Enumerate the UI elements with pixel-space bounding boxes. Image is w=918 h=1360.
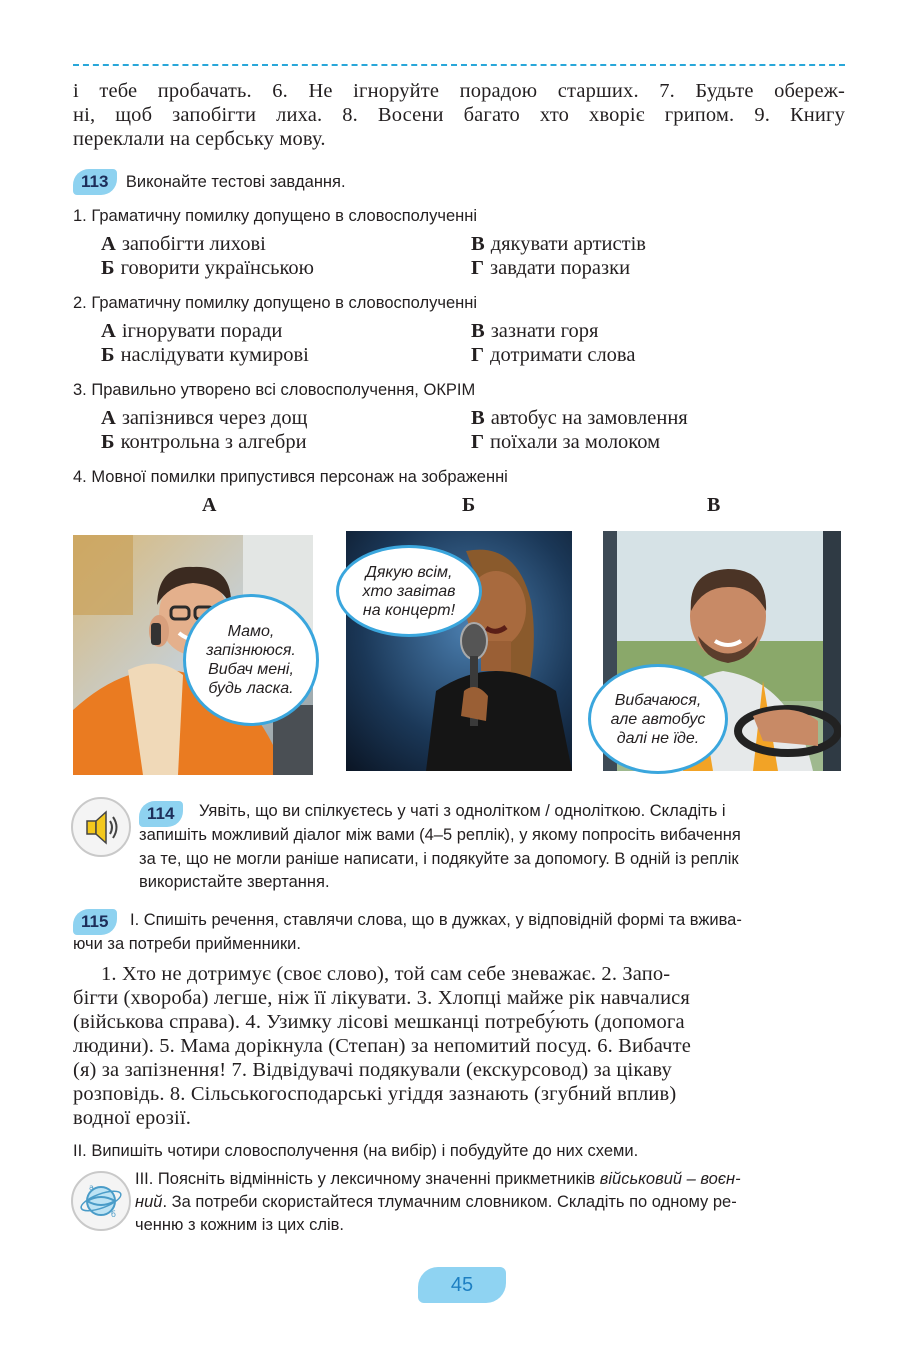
speech-a-line-1: Мамо,: [227, 623, 275, 640]
q2-option-v: В зазнати горя: [471, 320, 599, 342]
speech-b-line-3: на концерт!: [362, 601, 456, 619]
ex115-part3-line-2: ний. За потреби скористайтеся тлумачним словником. Складіть по одному ре-: [135, 1193, 737, 1211]
sentence-line-5: (я) за запізнення! 7. Відвідувачі подякували (екскурсовод) за цікаву: [73, 1059, 672, 1081]
sentence-line-2: бігти (хвороба) легше, ніж її лікувати. 3. Хлопці майже рік навчалися: [73, 987, 691, 1009]
question-3: 3. Правильно утворено всі словосполучення, ОКРІМ: [73, 381, 476, 399]
q3-option-a: А запізнився через дощ: [101, 407, 308, 429]
q2-option-h: Г дотримати слова: [471, 344, 636, 366]
exercise-113-header: [73, 169, 346, 195]
speech-bubble-b: [336, 545, 482, 637]
q3-option-v: В автобус на замовлення: [471, 407, 688, 429]
ex115-part2: II. Випишіть чотири словосполучення (на вибір) і побудуйте до них схеми.: [73, 1142, 639, 1160]
sentence-line-7: водної ерозії.: [73, 1107, 191, 1129]
exercise-number-badge: 115: [73, 909, 117, 935]
speech-v-line-2: але автобус: [610, 710, 706, 728]
dictionary-icon: [71, 1171, 131, 1231]
q1-option-v: В дякувати артистів: [471, 233, 646, 255]
speech-v-line-1: Вибачаюся,: [614, 691, 702, 709]
sentence-line-1: 1. Хто не дотримує (своє слово), той сам себе зневажає. 2. Запо-: [101, 963, 671, 985]
sentence-line-4: людини). 5. Мама дорікнула (Степан) за непомитий посуд. 6. Вибачте: [73, 1035, 691, 1057]
speech-bubble-a: [183, 594, 319, 726]
image-label-a: А: [202, 494, 217, 516]
speech-a-line-2: запізнююся.: [206, 642, 296, 659]
ex114-line-2: запишіть можливий діалог між вами (4–5 реплік), у якому попросіть вибачення: [139, 826, 741, 844]
ex115-part1-line-1: І. Спишіть речення, ставлячи слова, що в дужках, у відповідній формі та вжива-: [130, 911, 742, 929]
intro-line-2: ні, щоб запобігти лиха. 8. Восени багато хто хворіє грипом. 9. Книгу: [73, 104, 845, 126]
q3-option-h: Г поїхали за молоком: [471, 431, 661, 453]
svg-text:б: б: [111, 1210, 116, 1219]
question-1: 1. Граматичну помилку допущено в словосполученні: [73, 207, 478, 225]
image-label-b: Б: [462, 494, 476, 516]
page-number: 45: [418, 1267, 506, 1303]
ex114-line-3: за те, що не могли раніше написати, і подякуйте за допомогу. В одній із реплік: [139, 850, 739, 868]
exercise-115-badge-wrap: [73, 909, 117, 935]
intro-line-3: переклали на сербську мову.: [73, 128, 326, 150]
top-divider: [73, 64, 845, 66]
speech-v-line-3: далі не їде.: [616, 729, 700, 747]
ex114-line-4: використайте звертання.: [139, 873, 330, 891]
q1-option-h: Г завдати поразки: [471, 257, 631, 279]
q3-option-b: Б контрольна з алгебри: [101, 431, 307, 453]
exercise-number-badge: 114: [139, 801, 183, 827]
speech-a-line-3: Вибач мені,: [208, 661, 294, 678]
q2-option-b: Б наслідувати кумирові: [101, 344, 309, 366]
svg-text:а: а: [89, 1183, 94, 1192]
exercise-instruction: Виконайте тестові завдання.: [125, 173, 346, 191]
exercise-number-badge: 113: [73, 169, 117, 195]
ex114-line-1: Уявіть, що ви спілкуєтесь у чаті з однолітком / одноліткою. Складіть і: [199, 802, 726, 820]
sentence-line-3: (військова справа). 4. Узимку лісові мешканці потребу́ють (допомога: [73, 1011, 685, 1033]
question-2: 2. Граматичну помилку допущено в словосполученні: [73, 294, 478, 312]
q2-option-a: А ігнорувати поради: [101, 320, 283, 342]
speech-a-line-4: будь ласка.: [208, 680, 294, 697]
ex115-part3-line-1: III. Поясніть відмінність у лексичному значенні прикметників військовий – воєн-: [135, 1170, 741, 1188]
speech-b-line-1: Дякую всім,: [365, 563, 453, 581]
sentence-line-6: розповідь. 8. Сільськогосподарські угіддя зазнають (згубний вплив): [73, 1083, 677, 1105]
image-label-v: В: [707, 494, 721, 516]
exercise-114-badge-wrap: [139, 801, 183, 827]
speech-bubble-v: [588, 664, 728, 774]
intro-line-1: і тебе пробачать. 6. Не ігноруйте порадою старших. 7. Будьте обереж-: [73, 80, 845, 102]
speaker-icon: [71, 797, 131, 857]
ex115-part3-line-3: ченню з кожним із цих слів.: [135, 1216, 345, 1234]
ex115-part1-line-2: ючи за потреби прийменники.: [73, 935, 301, 953]
q1-option-a: А запобігти лихові: [101, 233, 266, 255]
q1-option-b: Б говорити українською: [101, 257, 314, 279]
question-4: 4. Мовної помилки припустився персонаж на зображенні: [73, 468, 508, 486]
speech-b-line-2: хто завітав: [362, 582, 456, 600]
